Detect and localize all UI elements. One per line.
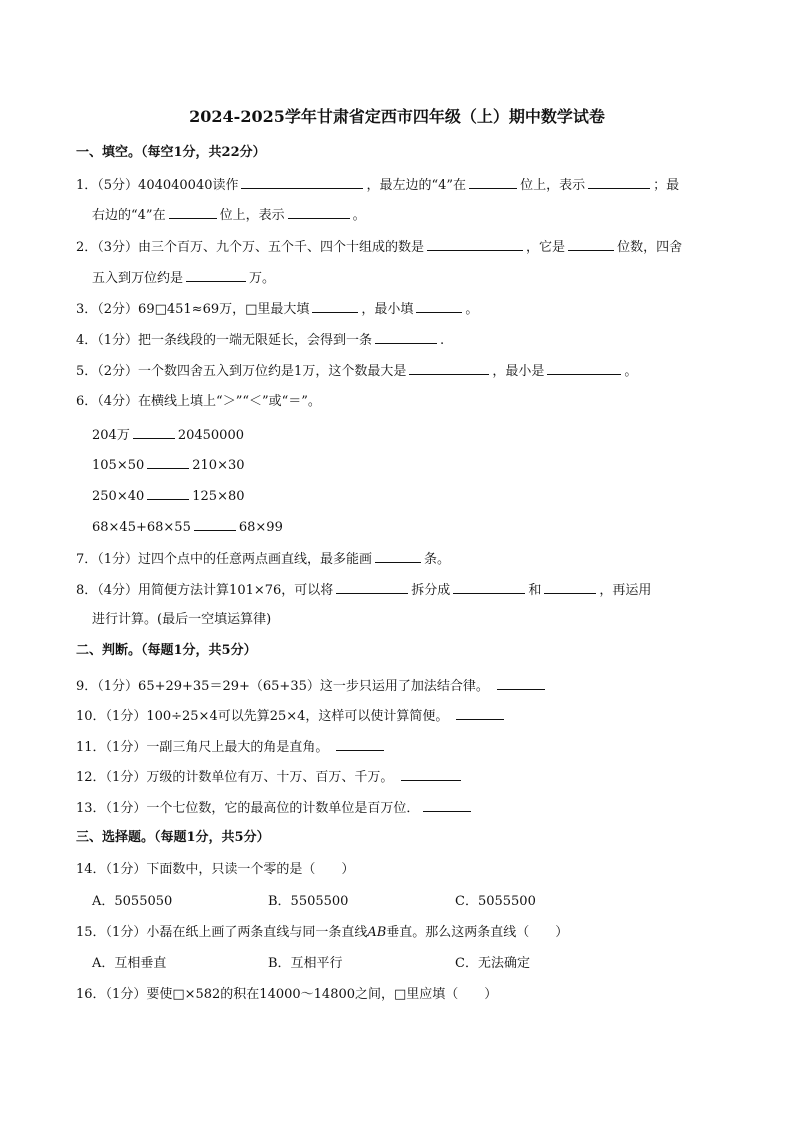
answer-blank[interactable] [401, 767, 461, 781]
answer-blank[interactable] [375, 549, 421, 563]
answer-blank[interactable] [423, 798, 471, 812]
answer-blank[interactable] [588, 175, 650, 189]
question-2: 2．（3分）由三个百万、九个万、五个千、四个十组成的数是 ，它是 位数，四舍 [76, 237, 682, 257]
option-c[interactable]: C．5055500 [455, 894, 536, 909]
answer-blank[interactable] [147, 455, 189, 469]
question-8: 8．（4分）用简便方法计算101×76，可以将 拆分成 和 ，再运用 [76, 580, 651, 600]
question-4: 4．（1分）把一条线段的一端无限延长，会得到一条 . [76, 330, 444, 350]
answer-blank[interactable] [241, 175, 363, 189]
question-1: 1．（5分）404040040读作 ，最左边的“4”在 位上，表示 ；最 [76, 175, 679, 195]
answer-blank[interactable] [186, 268, 246, 282]
section-multiple-choice: 三、选择题。（每题1分，共5分） [76, 830, 270, 845]
question-10: 10．（1分）100÷25×4可以先算25×4，这样可以使计算简便。 [76, 706, 507, 726]
section-fill-in: 一、填空。（每空1分，共22分） [76, 145, 266, 160]
answer-blank[interactable] [547, 361, 621, 375]
answer-blank[interactable] [544, 580, 596, 594]
section-true-false: 二、判断。（每题1分，共5分） [76, 643, 257, 658]
answer-blank[interactable] [194, 517, 236, 531]
question-6: 6．（4分）在横线上填上“＞”“＜”或“＝”。 [76, 394, 321, 409]
option-a[interactable]: A．5055050 [92, 894, 173, 909]
option-c[interactable]: C．无法确定 [455, 956, 530, 971]
answer-blank[interactable] [409, 361, 489, 375]
question-6-item-1: 204万 20450000 [92, 425, 244, 445]
option-b[interactable]: B．互相平行 [268, 956, 343, 971]
answer-blank[interactable] [169, 205, 217, 219]
question-6-item-4: 68×45+68×55 68×99 [92, 517, 283, 537]
answer-blank[interactable] [568, 237, 614, 251]
option-b[interactable]: B．5505500 [268, 894, 349, 909]
answer-blank[interactable] [427, 237, 523, 251]
question-7: 7．（1分）过四个点中的任意两点画直线，最多能画 条。 [76, 549, 450, 569]
answer-blank[interactable] [288, 205, 350, 219]
question-5: 5．（2分）一个数四舍五入到万位约是1万，这个数最大是 ，最小是 。 [76, 361, 637, 381]
answer-blank[interactable] [133, 425, 175, 439]
answer-blank[interactable] [147, 486, 189, 500]
answer-blank[interactable] [312, 299, 358, 313]
question-15: 15．（1分）小磊在纸上画了两条直线与同一条直线AB垂直。那么这两条直线（ ） [76, 925, 569, 940]
answer-blank[interactable] [375, 330, 437, 344]
question-11: 11．（1分）一副三角尺上最大的角是直角。 [76, 737, 387, 757]
question-2-cont: 五入到万位约是 万。 [92, 268, 275, 288]
question-14: 14．（1分）下面数中，只读一个零的是（ ） [76, 862, 355, 877]
answer-blank[interactable] [456, 706, 504, 720]
question-1-cont: 右边的“4”在 位上，表示 。 [92, 205, 366, 225]
answer-blank[interactable] [497, 676, 545, 690]
question-6-item-3: 250×40 125×80 [92, 486, 245, 506]
question-12: 12．（1分）万级的计数单位有万、十万、百万、千万。 [76, 767, 464, 787]
answer-blank[interactable] [336, 580, 408, 594]
question-6-item-2: 105×50 210×30 [92, 455, 245, 475]
question-3: 3．（2分）69□451≈69万，□里最大填 ，最小填 。 [76, 299, 478, 319]
answer-blank[interactable] [469, 175, 517, 189]
exam-title: 2024-2025学年甘肃省定西市四年级（上）期中数学试卷 [189, 107, 605, 126]
option-a[interactable]: A．互相垂直 [92, 956, 167, 971]
answer-blank[interactable] [416, 299, 462, 313]
question-16: 16．（1分）要使□×582的积在14000～14800之间，□里应填（ ） [76, 987, 498, 1002]
answer-blank[interactable] [453, 580, 525, 594]
answer-blank[interactable] [336, 737, 384, 751]
question-9: 9．（1分）65+29+35＝29+（65+35）这一步只运用了加法结合律。 [76, 676, 548, 696]
question-13: 13．（1分）一个七位数，它的最高位的计数单位是百万位． [76, 798, 474, 818]
question-8-cont: 进行计算。(最后一空填运算律) [92, 612, 272, 627]
